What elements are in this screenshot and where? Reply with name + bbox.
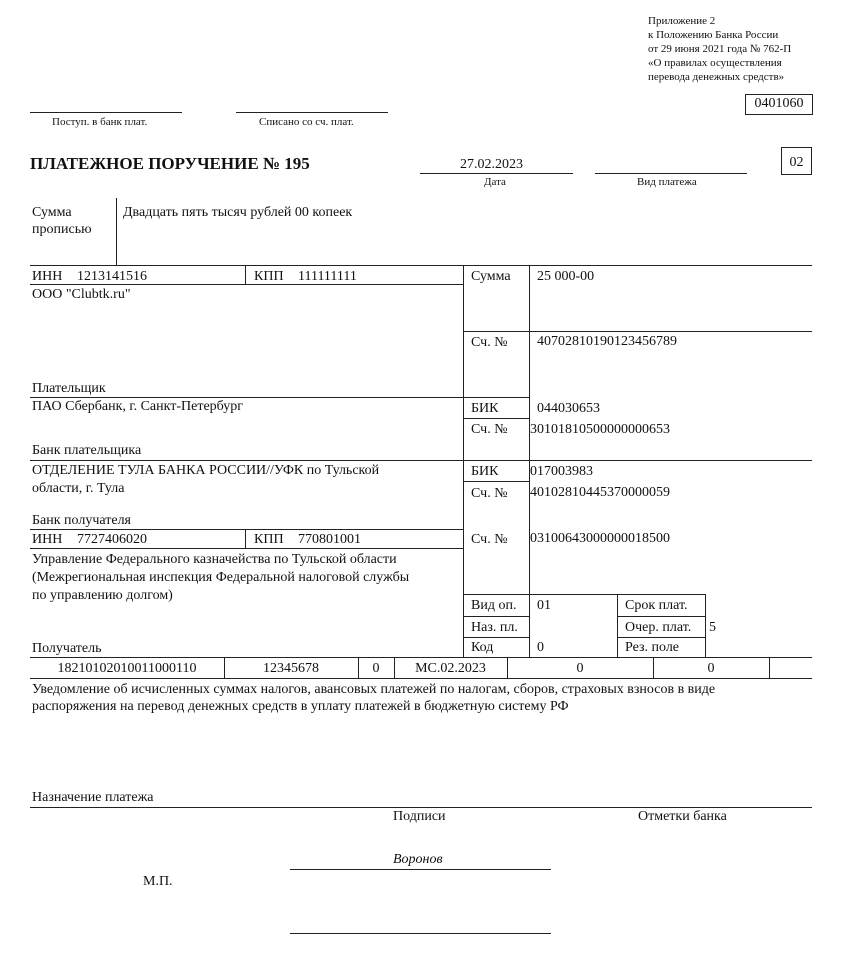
code-value: 0 bbox=[537, 640, 544, 655]
payer-bank-bottom-line bbox=[30, 460, 812, 461]
page-title: ПЛАТЕЖНОЕ ПОРУЧЕНИЕ № 195 bbox=[30, 154, 310, 173]
operation-type-line bbox=[463, 616, 529, 617]
sum-label: Сумма bbox=[471, 269, 511, 284]
operation-divider bbox=[617, 594, 618, 657]
date-label: Дата bbox=[484, 176, 506, 188]
payee-name-line-1: Управление Федерального казначейства по Тульской области bbox=[32, 552, 397, 567]
payer-inn-bottom-line bbox=[30, 284, 463, 285]
appendix-line-5: перевода денежных средств» bbox=[648, 71, 785, 83]
payer-inn-label: ИНН bbox=[32, 269, 63, 284]
payer-name: ООО "Clubtk.ru" bbox=[32, 287, 131, 302]
date-line bbox=[420, 173, 573, 174]
signer-name: Воронов bbox=[393, 852, 443, 867]
payee-bank-name-line-2: области, г. Тула bbox=[32, 481, 125, 496]
payee-bank-bik-label: БИК bbox=[471, 464, 499, 479]
purpose-text-line-1: Уведомление об исчисленных суммах налогов, авансовых платежей по налогам, сборов, страховых взносов в виде bbox=[32, 682, 716, 697]
payee-bank-bik-line bbox=[463, 481, 529, 482]
budget-kbk: 18210102010011000110 bbox=[57, 661, 197, 676]
payee-bank-account-label: Сч. № bbox=[471, 486, 508, 501]
sum-bottom-line bbox=[463, 331, 812, 332]
amount-words-label-1: Сумма bbox=[32, 205, 72, 220]
payee-bank-bottom-line bbox=[30, 529, 463, 530]
received-label: Поступ. в банк плат. bbox=[52, 116, 148, 128]
payee-account: 03100643000000018500 bbox=[530, 531, 670, 546]
signatures-label: Подписи bbox=[393, 809, 446, 824]
payer-account-label: Сч. № bbox=[471, 335, 508, 350]
payee-bank-bik: 017003983 bbox=[530, 464, 593, 479]
sum-value: 25 000-00 bbox=[537, 269, 595, 284]
payer-label: Плательщик bbox=[32, 381, 106, 396]
payee-account-label: Сч. № bbox=[471, 532, 508, 547]
payment-type-line bbox=[595, 173, 747, 174]
signature-line-2 bbox=[290, 933, 551, 934]
payer-bank-bik: 044030653 bbox=[537, 401, 600, 416]
status-code: 02 bbox=[789, 155, 804, 170]
payee-label: Получатель bbox=[32, 641, 102, 656]
operation-type-label: Вид оп. bbox=[471, 598, 517, 613]
reserve-field-label: Рез. поле bbox=[625, 640, 680, 655]
amount-words-divider bbox=[116, 198, 117, 265]
stamp-label: М.П. bbox=[143, 874, 173, 889]
payer-bank-bik-line bbox=[463, 418, 529, 419]
payer-inn: 1213141516 bbox=[77, 269, 147, 284]
budget-divider-6 bbox=[769, 657, 770, 678]
priority-value: 5 bbox=[709, 620, 716, 635]
purpose-code-line bbox=[463, 637, 529, 638]
payee-inn-kpp-divider bbox=[245, 529, 246, 548]
payment-type-label: Вид платежа bbox=[637, 176, 697, 188]
payee-kpp: 770801001 bbox=[298, 532, 361, 547]
purpose-bottom-line bbox=[30, 807, 812, 808]
payee-kpp-label: КПП bbox=[254, 532, 284, 547]
form-code: 0401060 bbox=[754, 96, 804, 111]
payer-bank-label: Банк плательщика bbox=[32, 443, 142, 458]
bank-marks-label: Отметки банка bbox=[638, 809, 727, 824]
amount-words-bottom-line bbox=[30, 265, 812, 266]
appendix-line-1: Приложение 2 bbox=[648, 15, 716, 27]
amount-words-value: Двадцать пять тысяч рублей 00 копеек bbox=[123, 205, 353, 220]
debited-label: Списано со сч. плат. bbox=[259, 116, 354, 128]
payment-date: 27.02.2023 bbox=[460, 157, 523, 172]
payee-bank-label: Банк получателя bbox=[32, 513, 131, 528]
due-date-label: Срок плат. bbox=[625, 598, 688, 613]
payee-inn: 7727406020 bbox=[77, 532, 147, 547]
payer-kpp-label: КПП bbox=[254, 269, 284, 284]
budget-doc-date: 0 bbox=[707, 661, 715, 676]
main-grid-divider-2 bbox=[529, 265, 530, 657]
priority-line bbox=[617, 637, 705, 638]
payer-account: 40702810190123456789 bbox=[537, 334, 677, 349]
payer-bottom-line bbox=[30, 397, 529, 398]
payer-bank-bik-label: БИК bbox=[471, 401, 499, 416]
main-grid-divider-1 bbox=[463, 265, 464, 657]
debited-date-line bbox=[236, 112, 388, 113]
operation-top-line bbox=[463, 594, 706, 595]
payer-kpp: 111111111 bbox=[298, 269, 357, 284]
signature-line-1 bbox=[290, 869, 551, 870]
budget-row-bottom-line bbox=[30, 678, 812, 679]
payee-name-line-2: (Межрегиональная инспекция Федеральной налоговой службы bbox=[32, 570, 410, 585]
purpose-text-line-2: распоряжения на перевод денежных средств в уплату платежей в бюджетную систему РФ bbox=[32, 699, 569, 714]
budget-period: МС.02.2023 bbox=[415, 661, 486, 676]
budget-basis: 0 bbox=[372, 661, 380, 676]
payee-inn-bottom-line bbox=[30, 548, 463, 549]
code-label: Код bbox=[471, 640, 494, 655]
budget-doc-number: 0 bbox=[576, 661, 584, 676]
appendix-line-4: «О правилах осуществления bbox=[648, 57, 782, 69]
appendix-line-2: к Положению Банка России bbox=[648, 29, 779, 41]
payer-bank-name: ПАО Сбербанк, г. Санкт-Петербург bbox=[32, 399, 244, 414]
payee-name-line-3: по управлению долгом) bbox=[32, 588, 173, 603]
payment-purpose-code-label: Наз. пл. bbox=[471, 620, 518, 635]
payee-bank-name-line-1: ОТДЕЛЕНИЕ ТУЛА БАНКА РОССИИ//УФК по Тульской bbox=[32, 463, 380, 478]
payer-inn-kpp-divider bbox=[245, 265, 246, 284]
budget-oktmo: 12345678 bbox=[263, 661, 319, 676]
payer-bank-account-label: Сч. № bbox=[471, 422, 508, 437]
operation-divider-right bbox=[705, 594, 706, 657]
payee-bank-account: 40102810445370000059 bbox=[530, 485, 670, 500]
operation-type: 01 bbox=[537, 598, 551, 613]
payer-bank-account: 30101810500000000653 bbox=[530, 422, 670, 437]
budget-row-top-line bbox=[30, 657, 812, 658]
priority-label: Очер. плат. bbox=[625, 620, 692, 635]
amount-words-label-2: прописью bbox=[32, 222, 92, 237]
received-date-line bbox=[30, 112, 182, 113]
purpose-label: Назначение платежа bbox=[32, 790, 154, 805]
due-date-line bbox=[617, 616, 705, 617]
payee-inn-label: ИНН bbox=[32, 532, 63, 547]
appendix-line-3: от 29 июня 2021 года № 762-П bbox=[648, 43, 792, 55]
